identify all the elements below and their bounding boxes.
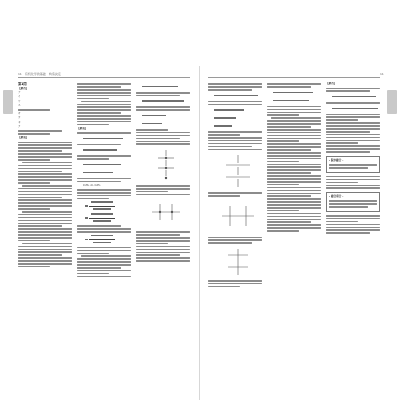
right-column-1 xyxy=(208,82,262,400)
equation xyxy=(83,136,131,142)
fraction-equation xyxy=(85,201,131,211)
left-column-3 xyxy=(136,82,190,400)
note-box xyxy=(326,156,380,173)
structural-formula-diagram xyxy=(146,198,190,228)
answer-item: ウ xyxy=(18,99,21,103)
left-column-2 xyxy=(77,82,131,400)
answer-item: オ xyxy=(18,112,21,116)
answer-item: ク xyxy=(18,124,21,128)
answer-heading-left: 【解答】 xyxy=(18,87,29,90)
structure-formula: C₂H₅ -O- C₂H₅ xyxy=(83,183,101,187)
answer-heading-right: 【解答】 xyxy=(326,82,337,85)
structural-formula-diagram xyxy=(218,200,262,234)
equation xyxy=(83,170,131,176)
structural-formula-diagram xyxy=(146,148,190,182)
note-box-title: - 脱水縮合 - xyxy=(329,158,344,162)
equation xyxy=(332,106,380,112)
equation xyxy=(273,90,321,96)
right-column-3 xyxy=(326,82,380,400)
book-gutter xyxy=(199,66,200,400)
commentary-heading-left: 【解説】 xyxy=(18,136,29,140)
equation xyxy=(142,84,190,90)
equation xyxy=(83,162,131,168)
equation xyxy=(273,98,321,104)
answer-item: イ xyxy=(18,95,21,99)
left-thumb-tab xyxy=(3,90,13,114)
equation xyxy=(214,123,262,129)
left-page xyxy=(18,82,190,400)
structural-formula-diagram xyxy=(218,247,262,277)
answer-item: ア xyxy=(18,91,21,95)
equation xyxy=(142,121,190,127)
right-thumb-tab xyxy=(387,90,397,114)
right-header-rule xyxy=(208,77,380,78)
note-box xyxy=(326,192,380,212)
equation xyxy=(142,98,190,104)
equation xyxy=(83,147,131,153)
left-running-head: 11 有机化学的基础 构造決定 xyxy=(18,72,61,76)
equation xyxy=(142,113,190,119)
answer-item: キ xyxy=(18,120,21,124)
fraction-equation xyxy=(85,235,131,245)
equation xyxy=(214,93,262,99)
left-header-rule xyxy=(18,77,190,78)
equation xyxy=(214,115,262,121)
equation xyxy=(332,94,380,100)
right-running-head: 11 xyxy=(380,72,384,76)
answer-item: エ xyxy=(18,103,21,107)
left-column-1 xyxy=(18,82,72,400)
equation xyxy=(214,107,262,113)
commentary-heading-left-2: 【解説】 xyxy=(77,126,88,130)
right-page xyxy=(208,82,380,400)
structural-formula-diagram xyxy=(218,153,262,189)
right-column-2 xyxy=(267,82,321,400)
fraction-equation xyxy=(85,213,131,223)
answer-item: カ xyxy=(18,116,21,120)
section-heading: 第1問 xyxy=(18,82,27,86)
note-box-title: - 縮合重合 - xyxy=(329,194,344,198)
